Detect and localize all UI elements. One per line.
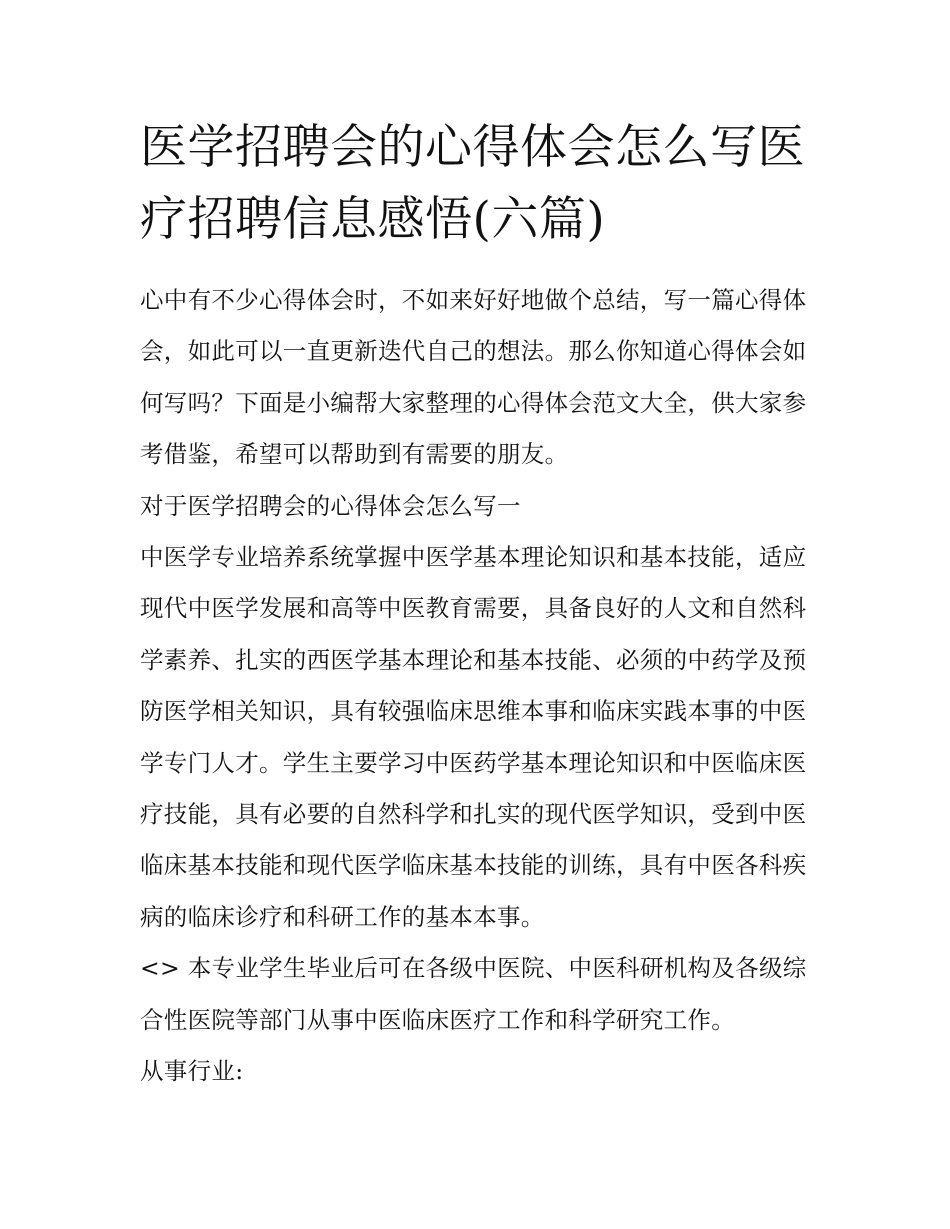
career-paragraph: <> 本专业学生毕业后可在各级中医院、中医科研机构及各级综合性医院等部门从事中医临床医疗工作和科学研究工作。	[140, 954, 807, 1034]
industry-label: 从事行业:	[140, 1057, 244, 1086]
body-paragraph: 中医学专业培养系统掌握中医学基本理论知识和基本技能，适应现代中医学发展和高等中医教育需要，具备良好的人文和自然科学素养、扎实的西医学基本理论和基本技能、必须的中药学及预防医学相关知识，具有较强临床思维本事和临床实践本事的中医学专门人才。学生主要学习中医药学基本理论知识和中医临床医疗技能，具有必要的自然科学和扎实的现代医学知识，受到中医临床基本技能和现代医学临床基本技能的训练，具有中医各科疾病的临床诊疗和科研工作的基本本事。	[140, 543, 807, 931]
document-title: 医学招聘会的心得体会怎么写医疗招聘信息感悟(六篇)	[140, 120, 805, 247]
document-body	[140, 275, 812, 1098]
section-heading: 对于医学招聘会的心得体会怎么写一	[140, 491, 521, 520]
intro-paragraph: 心中有不少心得体会时，不如来好好地做个总结，写一篇心得体会，如此可以一直更新迭代自己的想法。那么你知道心得体会如何写吗？下面是小编帮大家整理的心得体会范文大全，供大家参考借鉴，希望可以帮助到有需要的朋友。	[140, 286, 807, 469]
